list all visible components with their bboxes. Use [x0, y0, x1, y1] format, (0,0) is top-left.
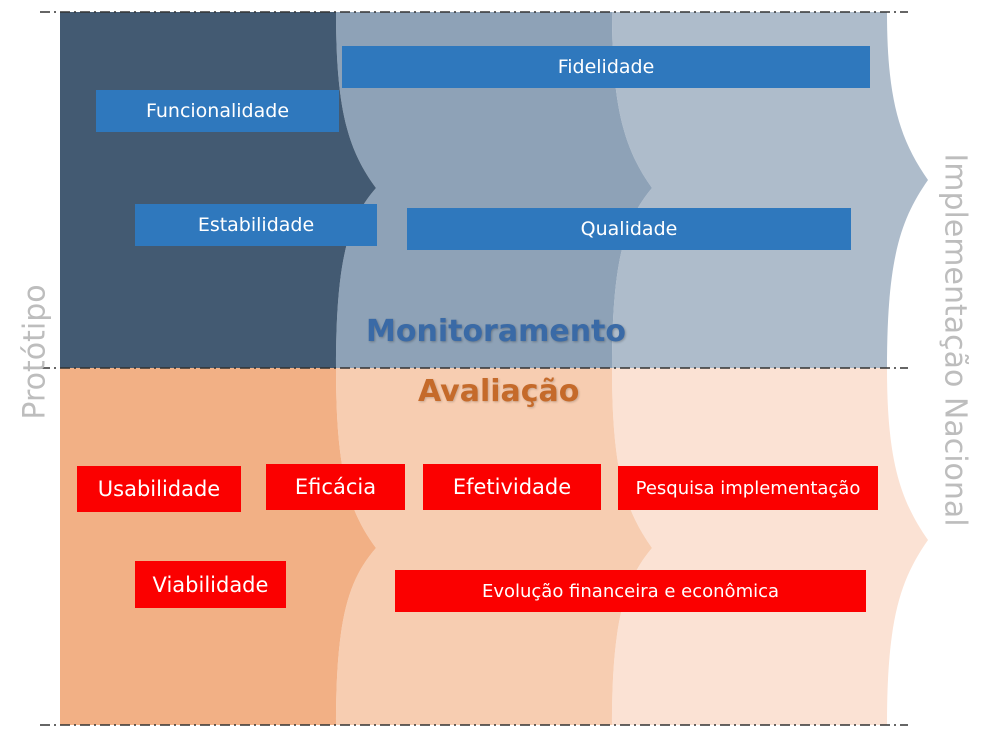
- box-qualidade: Qualidade: [407, 208, 851, 250]
- box-pesquisa-implementacao: Pesquisa implementação: [618, 466, 878, 510]
- box-eficacia: Eficácia: [266, 464, 405, 510]
- evaluation-title: Avaliação: [418, 374, 580, 409]
- phase-label-prototype: Protótipo: [17, 284, 53, 420]
- box-evolucao-financeira: Evolução financeira e econômica: [395, 570, 866, 612]
- evaluation-band-dark: [60, 368, 376, 725]
- monitoring-title: Monitoramento: [366, 314, 627, 349]
- box-estabilidade: Estabilidade: [135, 204, 377, 246]
- evaluation-band-light: [612, 368, 928, 725]
- box-usabilidade: Usabilidade: [77, 466, 241, 512]
- box-fidelidade: Fidelidade: [342, 46, 870, 88]
- phase-label-national: Implementação Nacional: [937, 153, 973, 527]
- monitoring-band-dark: [60, 12, 376, 368]
- box-funcionalidade: Funcionalidade: [96, 90, 339, 132]
- box-viabilidade: Viabilidade: [135, 561, 286, 608]
- box-efetividade: Efetividade: [423, 464, 601, 510]
- evaluation-band-mid: [336, 368, 652, 725]
